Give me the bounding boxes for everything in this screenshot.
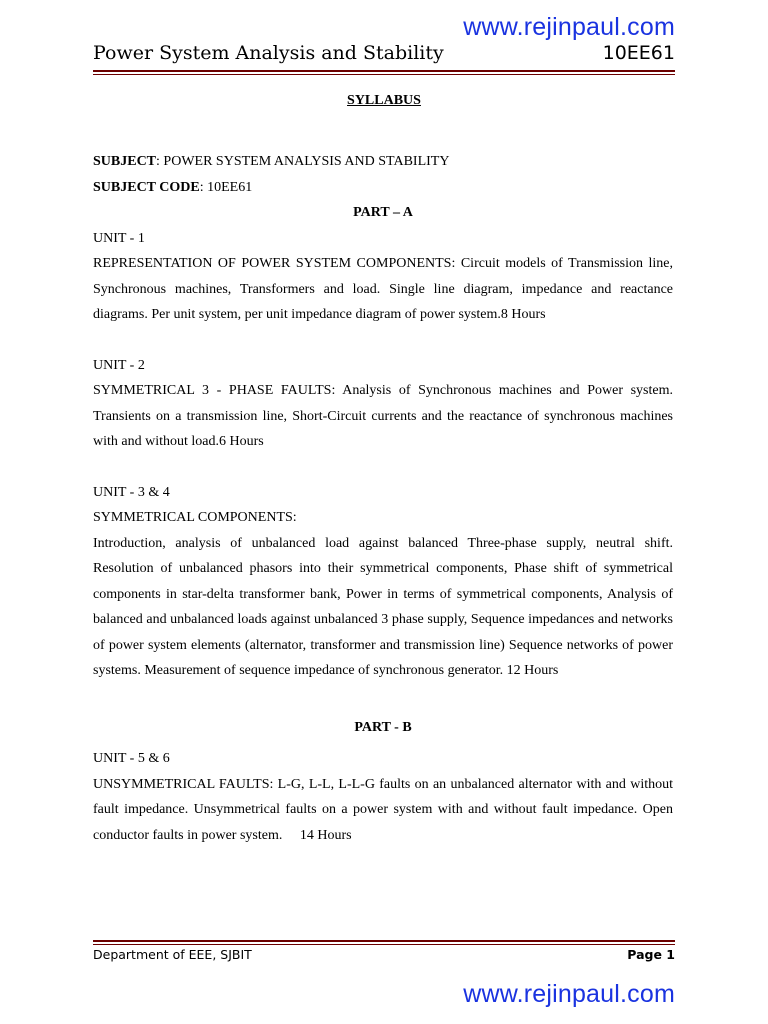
subject-code-value: : 10EE61 [199,179,253,195]
footer-page-number: Page 1 [627,947,675,962]
part-b-heading: PART - B [354,719,412,735]
unit34-title: UNIT - 3 & 4 [93,484,170,500]
footer-department: Department of EEE, SJBIT [93,947,252,962]
watermark-top: www.rejinpaul.com [463,13,675,41]
page-header [93,42,675,68]
page-footer [93,947,675,962]
unit34-body: Introduction, analysis of unbalanced load against balanced Three-phase supply, neutral shift. Resolution of unbalanced phasors into their symmetrical components, Phase shift of symmetrical components in star-delta transformer bank, Power in terms of symmetrical components, Analysis of balanced and unbalanced loads against unbalanced 3 phase supply, Sequence impedances and networks of power system elements (alternator, transformer and transmission line) Sequence networks of power systems. Measurement of sequence impedance of synchronous generator. 12 Hours [93,535,673,678]
header-rule [93,70,675,75]
unit1-body: REPRESENTATION OF POWER SYSTEM COMPONENTS: Circuit models of Transmission line, Synchronous machines, Transformers and load. Single line diagram, impedance and reactance diagrams. Per unit system, per unit impedance diagram of power system.8 Hours [93,256,673,322]
unit56-title: UNIT - 5 & 6 [93,751,170,766]
footer-rule [93,940,675,945]
watermark-bottom: www.rejinpaul.com [463,980,675,1008]
unit2-body: SYMMETRICAL 3 - PHASE FAULTS: Analysis of Synchronous machines and Power system. Transients on a transmission line, Short-Circuit currents and the reactance of synchronous machines with and without load.6 Hours [93,383,673,449]
subject-value: : POWER SYSTEM ANALYSIS AND STABILITY [156,154,450,169]
unit1-title: UNIT - 1 [93,230,145,246]
syllabus-heading: SYLLABUS [347,93,421,108]
unit56-body: UNSYMMETRICAL FAULTS: L-G, L-L, L-L-G faults on an unbalanced alternator with and without fault impedance. Unsymmetrical faults on a power system with and without fault impedance. Open conductor faults in power system. 14 Hours [93,776,677,843]
part-a-heading: PART – A [353,205,413,220]
syllabus-content [93,149,677,848]
header-title: Power System Analysis and Stability [93,42,444,64]
unit2-title: UNIT - 2 [93,357,145,373]
header-course-code: 10EE61 [602,42,675,64]
unit34-heading: SYMMETRICAL COMPONENTS: [93,510,297,525]
subject-code-label: SUBJECT CODE [93,179,200,195]
subject-line [93,149,673,175]
subject-label: SUBJECT [93,154,157,169]
subject-code-line [93,175,673,201]
